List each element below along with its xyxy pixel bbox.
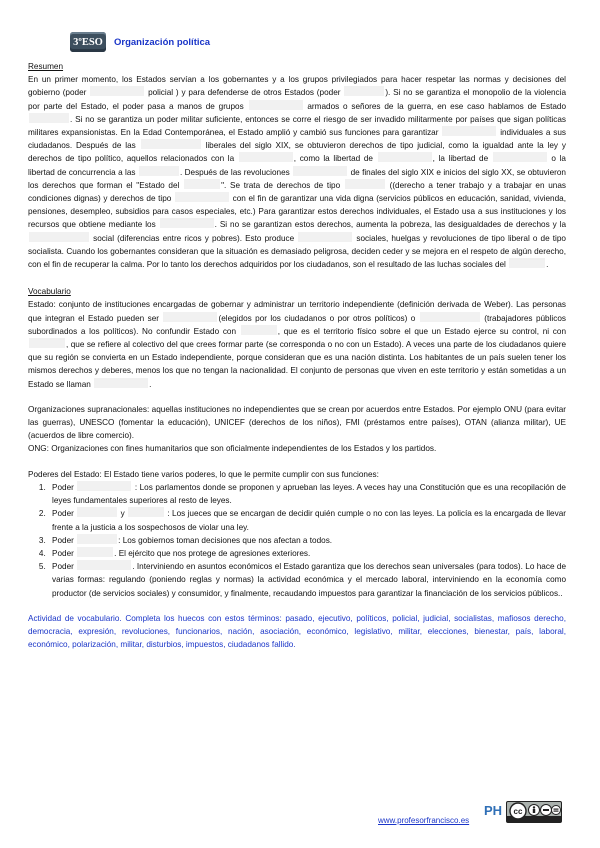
list-item — [48, 534, 566, 547]
text-run: , como la libertad de — [293, 154, 373, 164]
blank-gap — [29, 338, 65, 348]
text-run: con el fin de garantizar una vida digna (servicios públicos en educación, sanidad, vivienda, pensiones, desempleo, subsidios para casos especiales, etc.) Para garantizar estos derechos individuales, el Estado usa a sus instituciones y los recursos que obtiene mediante los — [28, 194, 566, 230]
blank-gap — [378, 152, 432, 162]
blank-gap — [442, 126, 496, 136]
blank-gap — [90, 86, 144, 96]
blank-gap — [77, 481, 131, 491]
text-run: Poder — [52, 548, 74, 558]
blank-gap — [249, 100, 303, 110]
text-run: sociales, huelgas y revoluciones de tipo liberal o de tipo socialista. Cuando los gobernantes consideran que la situación es demasiado peligrosa, deciden ceder y se mejora en el respeto de algún derecho, con el fin de recuperar la calma. Por lo tanto los derechos adquiridos por los ciudadanos, son el resultado de las luchas sociales del — [28, 233, 566, 270]
vocabulary-activity: Actividad de vocabulario. Completa los huecos con estos términos: pasado, ejecutivo, políticos, policial, judicial, socialistas, mafiosos derecho, democracia, expresión, revoluciones, funcionarios, nación, asociación, económico, legislativo, militar, elecciones, bienestar, país, laboral, económico, polarización, militar, disturbios, impuestos, ciudadanos fallido. — [28, 613, 566, 650]
blank-gap — [77, 507, 117, 517]
blank-gap — [420, 312, 480, 322]
blank-gap — [239, 152, 293, 162]
svg-text:cc: cc — [513, 807, 523, 816]
text-run: : Los gobiernos toman decisiones que nos afectan a todos. — [118, 535, 333, 545]
text-run: , la libertad de — [432, 154, 489, 164]
blank-gap — [29, 232, 89, 242]
text-run: ((derecho a tener trabajo y a trabajar en unas condiciones dignas) y derechos de tipo — [28, 180, 566, 204]
text-run: o la libertad de concurrencia a las — [28, 154, 566, 177]
text-run: . Si no se garantiza un poder militar suficiente, entonces se corre el riesgo de ser invadido militarmente por países que sigan políticas militares expansionistas. En la Edad Contemporánea, el Estado amplió y cambió sus funciones para garantizar — [28, 114, 566, 138]
blank-gap — [241, 325, 277, 335]
blank-gap — [509, 258, 545, 268]
text-run: . Después de las revoluciones — [179, 167, 290, 177]
text-run: liberales del siglo XIX, se obtuvieron derechos de tipo judicial, como la igualdad ante la ley y derechos de tipo político, aquellos relacionados con la — [28, 141, 566, 164]
text-run: : Los jueces que se encargan de decidir quién cumple o no con las leyes. La policía es la encargada de llevar frente a la justicia a los sospechosos de violar una ley. — [52, 509, 566, 532]
document-header — [70, 30, 210, 54]
text-run: Poder — [52, 482, 74, 492]
blank-gap — [141, 139, 201, 149]
blank-gap — [344, 86, 384, 96]
organizaciones-supranacionales: Organizaciones supranacionales: aquellas instituciones no independientes que se crean por acuerdos entre Estados. Por ejemplo ONU (para evitar las guerras), UNESCO (fomentar la educación), UNICEF (derechos de los niños), FMI (préstamos entre países), OTAN (alianza militar), UE (acuerdos de libre comercio). — [28, 404, 566, 441]
text-run: Poder — [52, 535, 74, 545]
creative-commons-icon — [506, 801, 562, 823]
document-body — [28, 60, 566, 651]
ong-definition: ONG: Organizaciones con fines humanitarios que son oficialmente independientes de los Estados y los partidos. — [28, 444, 437, 454]
text-run: , que es el territorio físico sobre el que un Estado ejerce su control, ni con — [277, 326, 567, 336]
text-run: Poder — [52, 562, 74, 572]
blank-gap — [77, 560, 131, 570]
text-run: individuales a sus ciudadanos. Después de las — [28, 128, 566, 151]
blank-gap — [493, 152, 547, 162]
blank-gap — [128, 507, 164, 517]
text-run: En un primer momento, los Estados servían a los gobernantes y a los grupos privilegiados para hacer respetar las normas y decisiones del gobierno (poder — [28, 75, 566, 98]
text-run: . Interviniendo en asuntos económicos el Estado garantiza que los derechos sean universales (para todos). Lo hace de varias formas: regulando (poniendo reglas y normas) la actividad económica y el mercado laboral, interviniendo en la economía como productor (de servicios sociales) y consumidor, y finalmente, recaudando impuestos para garantizar la financiación de los servicios públicos.. — [52, 562, 566, 598]
text-run: (elegidos por los ciudadanos o por otros políticos) o — [218, 313, 416, 323]
ph-logo: PH — [483, 802, 503, 818]
document-title: Organización política — [114, 36, 211, 48]
footer-website-link[interactable]: www.profesorfrancisco.es — [378, 816, 470, 825]
poderes-intro: Poderes del Estado: El Estado tiene varios poderes, lo que le permite cumplir con sus funciones: — [28, 469, 379, 479]
text-run: Estado: conjunto de instituciones encargadas de gobernar y administrar un territorio independiente (definición derivada de Weber). Las personas que integran el Estado pueden ser — [28, 300, 566, 323]
text-run: Poder — [52, 509, 74, 519]
blank-gap — [160, 218, 214, 228]
text-run: ). Si no se garantiza el monopolio de la violencia por parte del Estado, el poder pasa a manos de grupos — [28, 88, 567, 111]
blank-gap — [77, 534, 117, 544]
blank-gap — [184, 179, 220, 189]
text-run: policial ) y para defenderse de otros Estados (poder — [148, 88, 341, 98]
estado-definition — [28, 298, 566, 390]
text-run: . Si no se garantizan estos derechos, aumenta la pobreza, las desigualdades de derechos y la — [214, 220, 566, 230]
blank-gap — [94, 378, 148, 388]
resumen-paragraph — [28, 73, 566, 271]
blank-gap — [77, 547, 113, 557]
poderes-list — [28, 481, 566, 600]
vocabulario-heading: Vocabulario — [28, 287, 71, 297]
list-item — [48, 481, 566, 507]
text-run: . — [546, 260, 549, 270]
text-run: y — [120, 509, 125, 519]
blank-gap — [163, 312, 217, 322]
list-item — [48, 547, 566, 560]
list-item — [48, 560, 566, 600]
text-run: (trabajadores públicos subordinados a los políticos). No confundir Estado con — [28, 313, 566, 336]
text-run: social (diferencias entre ricos y pobres). Esto produce — [93, 233, 295, 243]
course-logo: 3ºESO — [70, 32, 106, 52]
blank-gap — [139, 166, 179, 176]
resumen-heading: Resumen — [28, 62, 64, 71]
blank-gap — [345, 179, 385, 189]
list-item — [48, 507, 566, 533]
blank-gap — [29, 113, 69, 123]
blank-gap — [298, 232, 352, 242]
blank-gap — [293, 166, 347, 176]
text-run: . El ejército que nos protege de agresiones exteriores. — [114, 548, 311, 558]
text-run: armados o señores de la guerra, en ese caso hablamos de Estado — [307, 101, 567, 111]
text-run: ". Se trata de derechos de tipo — [221, 180, 341, 190]
blank-gap — [175, 192, 229, 202]
text-run: de finales del siglo XIX e inicios del siglo XX, se obtuvieron los derechos que forman el "Estado del — [28, 167, 566, 190]
text-run: : Los parlamentos donde se proponen y aprueban las leyes. A veces hay una Constitución que es una recopilación de leyes fundamentales superiores al resto de leyes. — [52, 482, 566, 506]
text-run: , que se refiere al colectivo del que crees formar parte (se corresponda o no con un Estado). A veces una parte de los ciudadanos quiere que su región se convierta en un Estado independiente, porque consideran que es una nación distinta. Los habitantes de un país suelen tener los mismos derechos y deberes, menos los que no tengan la nacionalidad. El conjunto de personas que viven en este territorio y están sometidas a un Estado se llaman — [28, 340, 566, 389]
text-run: . — [149, 379, 152, 389]
